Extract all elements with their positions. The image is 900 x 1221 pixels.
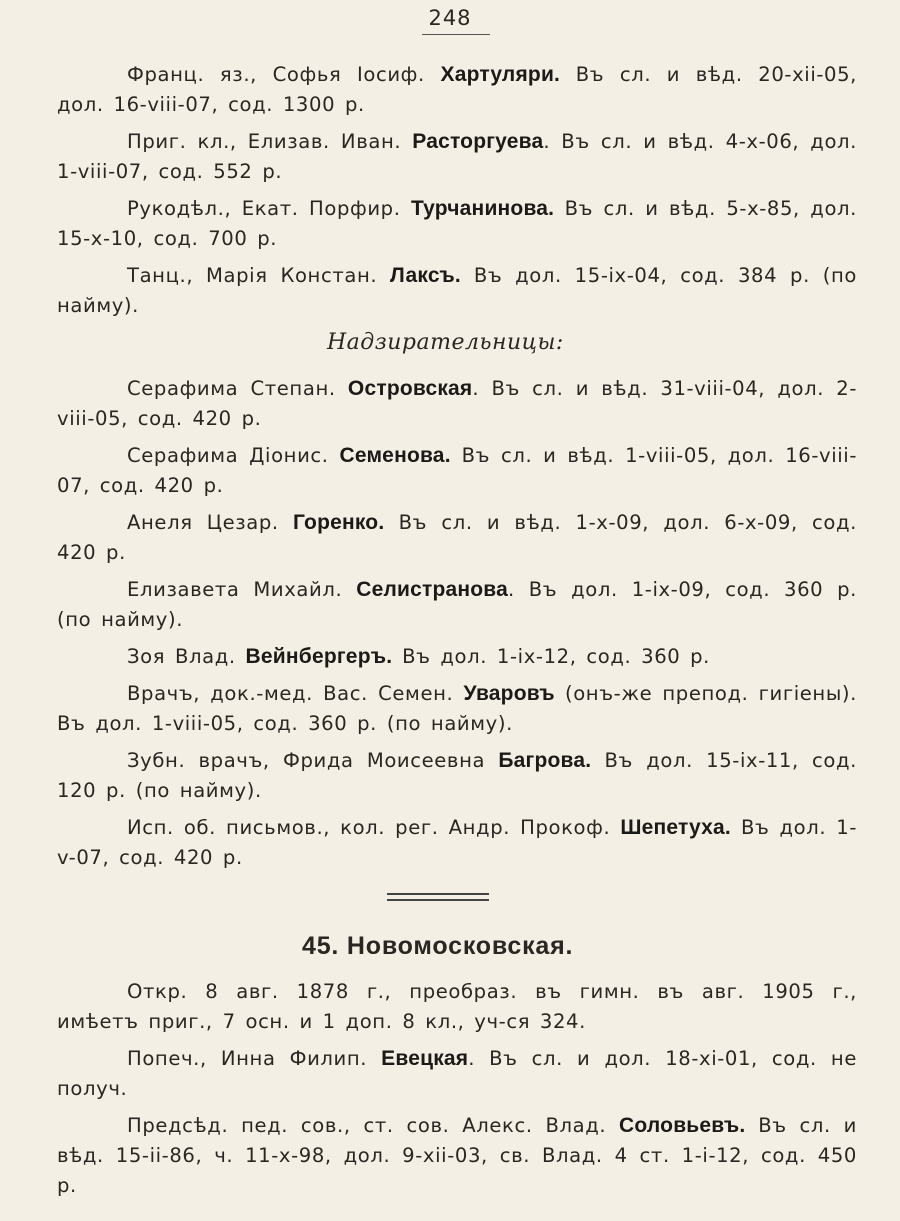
surname: Горенко. (293, 511, 385, 534)
entry-text: Франц. яз., Софья Іосиф. (127, 63, 441, 86)
entry-details: Въ дол. 15-ix-11, сод. 120 р. (по найму). (57, 749, 857, 802)
staff-entry (57, 1111, 857, 1201)
surname: Багрова. (498, 749, 592, 772)
entry-text: Предсѣд. пед. сов., ст. сов. Алекс. Влад. (127, 1114, 620, 1137)
entries-chapter (57, 977, 857, 1201)
surname: Уваровъ (463, 682, 555, 705)
entry-details: . Въ сл. и вѣд. 31-viii-04, дол. 2-viii-05, сод. 420 р. (57, 377, 858, 430)
entry-details: Въ дол. 1-ix-12, сод. 360 р. (392, 645, 711, 668)
entry-text: Попеч., Инна Филип. (127, 1047, 382, 1070)
entry-text: Елизавета Михайл. (127, 578, 357, 601)
entry-text: Серафима Степан. (127, 377, 348, 400)
double-rule-divider (387, 893, 489, 901)
staff-entry (57, 642, 857, 672)
entry-details: Въ сл. и вѣд. 15-ii-86, ч. 11-x-98, дол. 9-xii-03, св. Влад. 4 ст. 1-i-12, сод. 450 р. (57, 1114, 857, 1197)
page-number: 248 (428, 6, 472, 30)
surname: Соловьевъ. (619, 1114, 746, 1137)
staff-entry (57, 441, 857, 501)
entry-text: Танц., Марія Констан. (127, 264, 391, 287)
staff-entry (57, 127, 857, 187)
surname: Шепетуха. (620, 816, 731, 839)
surname: Селистранова (356, 578, 509, 601)
entry-text: Серафима Діонис. (127, 444, 340, 467)
entry-details: Въ сл. и вѣд. 5-x-85, дол. 15-x-10, сод. 700 р. (57, 197, 857, 250)
staff-entry (57, 575, 857, 635)
surname: Лаксъ. (390, 264, 461, 287)
entries-section (57, 374, 857, 873)
entry-text: Рукодѣл., Екат. Порфир. (127, 197, 411, 220)
entry-details: (онъ-же препод. гигіены). Въ дол. 1-viii-05, сод. 360 р. (по найму). (57, 682, 857, 735)
entry-details: Въ сл. и вѣд. 1-x-09, дол. 6-x-09, сод. 420 р. (57, 511, 857, 564)
staff-entry (57, 374, 857, 434)
staff-entry (57, 679, 857, 739)
entry-details: Въ сл. и вѣд. 20-xii-05, дол. 16-viii-07, сод. 1300 р. (57, 63, 858, 116)
staff-entry (57, 746, 857, 806)
surname: Вейнбергеръ. (245, 645, 393, 668)
entry-text: Приг. кл., Елизав. Иван. (127, 130, 413, 153)
surname: Хартуляри. (440, 63, 561, 86)
section-heading: Надзирательницы: (327, 330, 564, 355)
chapter-title: 45. Новомосковская. (302, 932, 574, 960)
staff-entry (57, 194, 857, 254)
entry-details: Въ сл. и вѣд. 1-viii-05, дол. 16-viii-07, сод. 420 р. (57, 444, 857, 497)
staff-entry (57, 813, 857, 873)
surname: Расторгуева (412, 130, 544, 153)
entry-text: Анеля Цезар. (127, 511, 293, 534)
staff-entry (57, 60, 857, 120)
staff-entry (57, 508, 857, 568)
entry-text: Зубн. врачъ, Фрида Моисеевна (127, 749, 499, 772)
entry-text: Исп. об. письмов., кол. рег. Андр. Прокоф. (127, 816, 621, 839)
entry-text: Врачъ, док.-мед. Вас. Семен. (127, 682, 464, 705)
entry-text: Откр. 8 авг. 1878 г., преобраз. въ гимн. въ авг. 1905 г., имѣетъ приг., 7 осн. и 1 доп. 8 кл., уч-ся 324. (57, 980, 857, 1033)
staff-entry (57, 261, 857, 321)
staff-entry (57, 1044, 857, 1104)
entry-text: Зоя Влад. (127, 645, 246, 668)
institution-entry (57, 977, 857, 1037)
entry-details: Въ дол. 15-ix-04, сод. 384 р. (по найму). (57, 264, 857, 317)
page-number-rule (422, 34, 490, 35)
entry-details: . Въ сл. и вѣд. 4-x-06, дол. 1-viii-07, сод. 552 р. (57, 130, 857, 183)
surname: Островская (347, 377, 473, 400)
surname: Семенова. (339, 444, 451, 467)
entries-top (57, 60, 857, 321)
entry-details: . Въ сл. и дол. 18-xi-01, сод. не получ. (57, 1047, 857, 1100)
entry-details: Въ дол. 1-v-07, сод. 420 р. (57, 816, 857, 869)
entry-details: . Въ дол. 1-ix-09, сод. 360 р. (по найму). (57, 578, 858, 631)
surname: Турчанинова. (410, 197, 555, 220)
surname: Евецкая (381, 1047, 469, 1070)
page-content (57, 60, 857, 1208)
